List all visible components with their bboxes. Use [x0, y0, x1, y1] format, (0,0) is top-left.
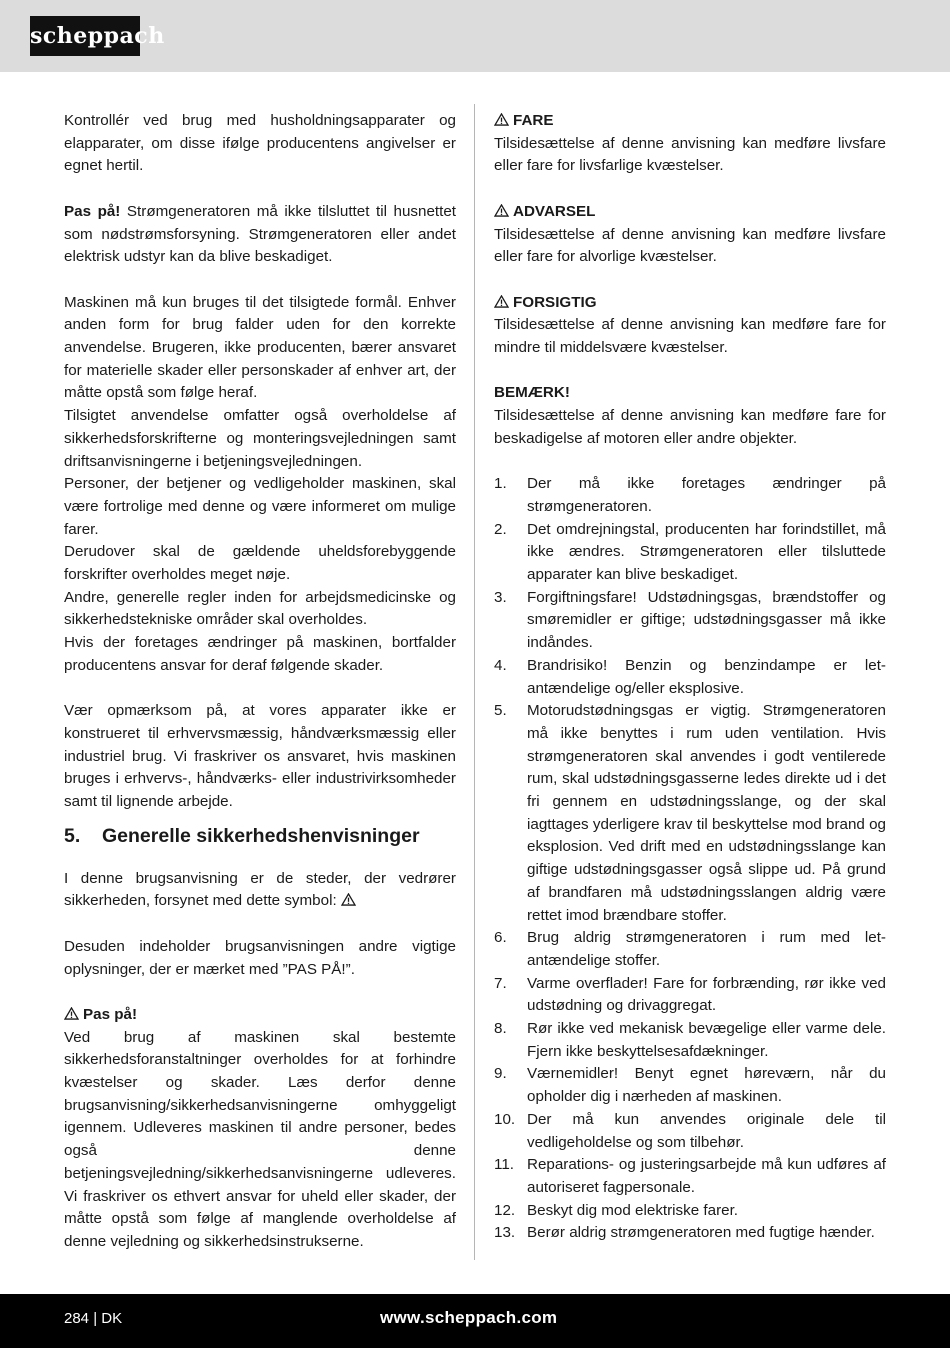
- page-footer: [0, 1294, 950, 1348]
- list-text: Værnemidler! Benyt egnet høreværn, når du opholder dig i nærheden af maskinen.: [527, 1065, 886, 1106]
- list-text: Reparations- og justeringsarbejde må kun udføres af autoriseret fagpersonale.: [527, 1156, 886, 1196]
- list-text: Varme overflader! Fare for forbrænding, rør ikke ved udstødning og drivaggregat.: [527, 974, 886, 1015]
- paragraph-operators: Personer, der betjener og vedligeholder maskinen, skal være fortrolige med denne og være informeret om mulige farer.: [64, 475, 456, 538]
- paragraph-pas-paa-marked: Desuden indeholder brugsanvisningen andre vigtige oplysninger, der er mærket med ”PAS PÅ!”.: [64, 937, 456, 978]
- symbol-text: I denne brugsanvisning er de steder, der vedrører sikkerheden, forsynet med dette symbol:: [64, 869, 456, 910]
- caution-text: Ved brug af maskinen skal bestemte sikkerhedsforanstaltninger overholdes for at forhindre kvæstelser og skader. Læs derfor denne brugsanvisning/sikkerhedsanvisningerne omhyggeligt igennem. Udleveres maskinen til andre personer, bedes også denne betjeningsvejledning/sikkerhedsanvisningerne udleveres. Vi fraskriver os ethvert ansvar for uheld eller skader, der måtte opstå som følge af manglende overholdelse af denne vejledning og sikkerhedsinstrukserne.: [64, 1028, 456, 1250]
- list-number: 12.: [494, 1201, 516, 1219]
- page-number: 284 | DK: [64, 1310, 123, 1327]
- list-item: [494, 1018, 886, 1063]
- paragraph-intended-use-2: Tilsigtet anvendelse omfatter også overholdelse af sikkerhedsforskrifterne og monteringsvejledningen samt driftsanvisningerne i betjeningsvejledningen.: [64, 407, 456, 470]
- right-column: [494, 110, 886, 1245]
- list-item: [494, 655, 886, 700]
- caution-title-right: FORSIGTIG: [513, 293, 597, 311]
- warning-text: Tilsidesættelse af denne anvisning kan medføre livsfare eller fare for alvorlige kvæstelser.: [494, 225, 886, 266]
- warning-triangle-icon: [494, 113, 509, 126]
- warning-triangle-icon: [341, 893, 356, 906]
- note-heading: BEMÆRK!: [494, 384, 570, 402]
- list-text: Berør aldrig strømgeneratoren med fugtige hænder.: [527, 1224, 875, 1242]
- paragraph-general-rules: Andre, generelle regler inden for arbejdsmedicinske og sikkerhedstekniske områder skal overholdes.: [64, 588, 456, 629]
- pas-paa-label: Pas på!: [64, 202, 121, 220]
- list-number: 8.: [494, 1020, 507, 1038]
- danger-text: Tilsidesættelse af denne anvisning kan medføre livsfare eller fare for livsfarlige kvæstelser.: [494, 134, 886, 175]
- warning-triangle-icon: [64, 1007, 79, 1020]
- list-number: 10.: [494, 1110, 516, 1128]
- left-column: [64, 110, 456, 1254]
- list-number: 7.: [494, 974, 507, 992]
- list-text: Det omdrejningstal, producenten har forindstillet, må ikke ændres. Strømgeneratoren eller tilsluttede apparater kan blive beskadiget.: [527, 520, 886, 583]
- list-number: 9.: [494, 1065, 507, 1083]
- paragraph-modifications: Hvis der foretages ændringer på maskinen, bortfalder producentens ansvar for deraf følgende skader.: [64, 634, 456, 674]
- list-item: [494, 973, 886, 1018]
- list-number: 1.: [494, 475, 507, 493]
- paragraph-commercial-use: Vær opmærksom på, at vores apparater ikke er konstrueret til erhvervsmæssig, håndværksmæssig eller industriel brug. Vi fraskriver os ansvaret, hvis maskinen bruges i erhvervs-, håndværks- eller industrivirksomheder samt til lignende arbejde.: [64, 702, 456, 811]
- column-divider: [474, 104, 475, 1260]
- list-item: [494, 587, 886, 655]
- list-item: [494, 1154, 886, 1199]
- paragraph-household: Kontrollér ved brug med husholdningsapparater og elapparater, om disse ifølge producentens angivelser er egnet hertil.: [64, 112, 456, 175]
- list-item: [494, 1200, 886, 1223]
- warning-triangle-icon: [494, 204, 509, 217]
- list-number: 3.: [494, 588, 507, 606]
- section-heading: [64, 824, 456, 848]
- list-item: [494, 927, 886, 972]
- note-text: Tilsidesættelse af denne anvisning kan medføre fare for beskadigelse af motoren eller andre objekter.: [494, 407, 886, 447]
- list-item: [494, 1109, 886, 1154]
- safety-list: [494, 473, 886, 1245]
- section-title: Generelle sikkerhedshenvisninger: [102, 824, 420, 847]
- list-number: 6.: [494, 929, 507, 947]
- caution-title: Pas på!: [83, 1005, 138, 1023]
- list-text: Motorudstødningsgas er vigtig. Strømgeneratoren må ikke benyttes i rum uden ventilation. Hvis strømgeneratoren skal anvendes i godt ventilerede rum, skal udstødningsgasserne ledes direkte ud i det fri gennem en udstødningsslange, og der skal iagttages yderligere krav til beskyttelse mod brand og eksplosion. Ved drift med en udstødningsslange kan giftige udstødningsgasser også slippe ud. På grund af brandfaren må udstødningsslangen aldrig være rettet imod brændbare stoffer.: [527, 702, 886, 924]
- list-number: 2.: [494, 520, 507, 538]
- caution-heading-right: [494, 292, 886, 315]
- list-number: 5.: [494, 702, 507, 720]
- warning-title: ADVARSEL: [513, 202, 596, 220]
- page-header: [0, 0, 950, 72]
- list-text: Forgiftningsfare! Udstødningsgas, brændstoffer og smøremidler er giftige; udstødningsgasser må ikke indåndes.: [527, 588, 886, 652]
- paragraph-regulations: Derudover skal de gældende uheldsforebyggende forskrifter overholdes meget nøje.: [64, 543, 456, 584]
- website-link[interactable]: www.scheppach.com: [380, 1308, 558, 1327]
- section-number: 5.: [64, 824, 81, 847]
- danger-title: FARE: [513, 112, 554, 129]
- list-text: Brandrisiko! Benzin og benzindampe er let-antændelige og/eller eksplosive.: [527, 656, 886, 697]
- danger-heading: [494, 110, 886, 133]
- list-number: 4.: [494, 656, 507, 674]
- scheppach-logo: scheppach: [30, 16, 140, 56]
- list-item: [494, 473, 886, 518]
- list-text: Beskyt dig mod elektriske farer.: [527, 1201, 739, 1219]
- list-text: Der må ikke foretages ændringer på strømgeneratoren.: [527, 475, 886, 515]
- list-item: [494, 1063, 886, 1108]
- list-text: Der må kun anvendes originale dele til vedligeholdelse og som tilbehør.: [527, 1110, 886, 1151]
- list-item: [494, 1222, 886, 1245]
- list-number: 11.: [494, 1156, 514, 1174]
- list-text: Brug aldrig strømgeneratoren i rum med let-antændelige stoffer.: [527, 929, 886, 969]
- list-text: Rør ikke ved mekanisk bevægelige eller varme dele. Fjern ikke beskyttelsesafdækninger.: [527, 1020, 886, 1060]
- paragraph-symbol: [64, 868, 456, 913]
- pas-paa-text: Strømgeneratoren må ikke tilsluttet til husnettet som nødstrømsforsyning. Strømgeneratoren eller andet elektrisk udstyr kan da blive beskadiget.: [64, 202, 457, 266]
- warning-heading: [494, 201, 886, 224]
- paragraph-pas-paa: [64, 201, 456, 269]
- list-number: 13.: [494, 1224, 516, 1242]
- caution-text-right: Tilsidesættelse af denne anvisning kan medføre fare for mindre til middelsvære kvæstelser.: [494, 316, 886, 356]
- caution-heading: [64, 1004, 456, 1027]
- list-item: [494, 700, 886, 927]
- list-item: [494, 519, 886, 587]
- warning-triangle-icon: [494, 295, 509, 308]
- paragraph-intended-use: Maskinen må kun bruges til det tilsigtede formål. Enhver anden form for brug falder uden for den korrekte anvendelse. Brugeren, ikke producenten, bærer ansvaret for materielle skader eller personskader af enhver art, der måtte opstå som følge heraf.: [64, 293, 456, 402]
